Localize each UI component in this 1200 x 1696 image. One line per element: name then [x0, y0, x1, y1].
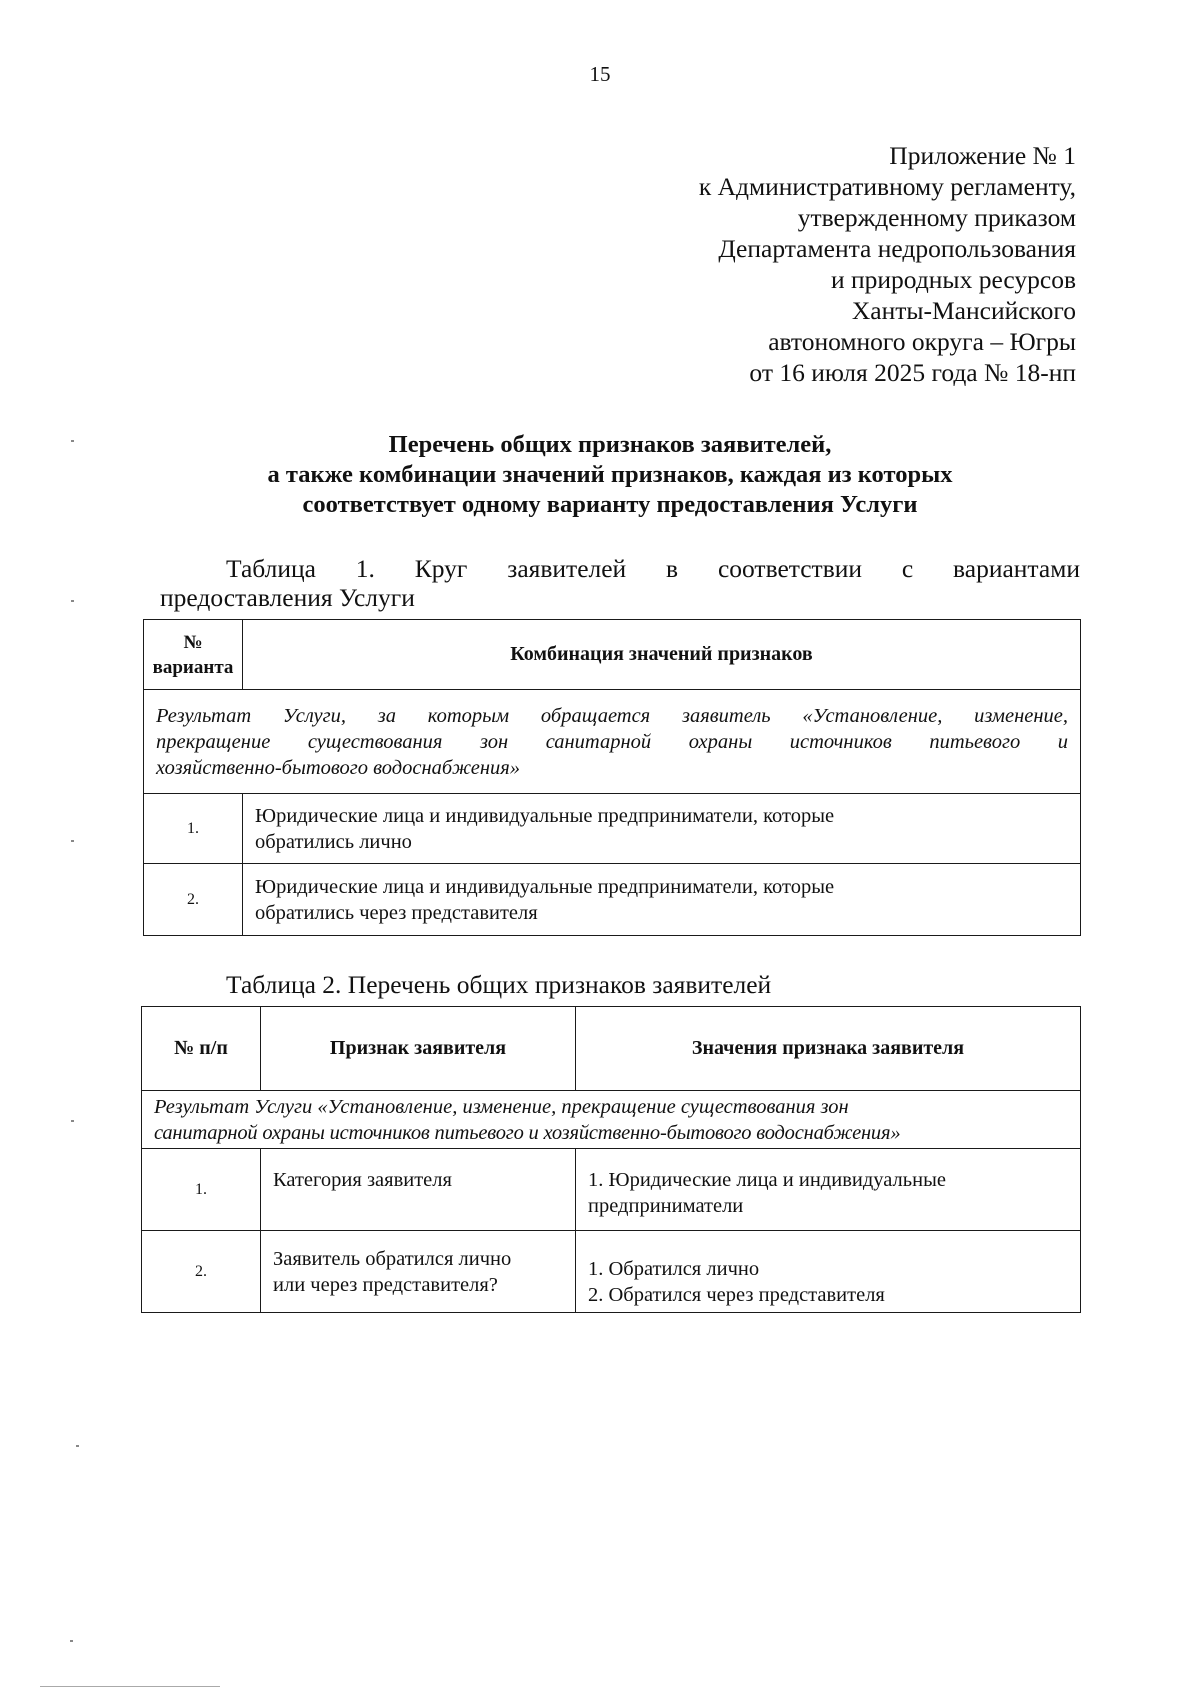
row-number: 2.: [142, 1231, 261, 1313]
appendix-line: Ханты-Мансийского: [851, 296, 1076, 325]
result-line: хозяйственно-бытового водоснабжения»: [156, 756, 521, 779]
header-variant-number: [144, 620, 243, 690]
scan-speck: [76, 1445, 79, 1447]
appendix-block: [699, 140, 1076, 388]
table2-caption: Таблица 2. Перечень общих признаков заявителей: [226, 970, 772, 999]
row-values: [576, 1231, 1081, 1313]
row-values: [576, 1149, 1081, 1231]
table-header-row: [142, 1007, 1081, 1091]
title-line: соответствует одному варианту предоставления Услуги: [302, 491, 918, 518]
scan-speck: [71, 440, 74, 442]
scan-edge-line: [40, 1686, 220, 1687]
scan-speck: [71, 600, 74, 602]
table-variants: [143, 619, 1081, 936]
header-num-line: №: [183, 631, 203, 653]
appendix-line: Департамента недропользования: [718, 234, 1076, 263]
cell-line: 2. Обратился через представителя: [588, 1284, 885, 1306]
result-cell: [142, 1091, 1081, 1149]
result-line: Результат Услуги, за которым обращается заявитель «Установление, изменение,: [156, 704, 1068, 727]
scan-speck: [70, 1640, 73, 1642]
header-values: Значения признака заявителя: [576, 1007, 1081, 1091]
cell-line: 1. Обратился лично: [588, 1258, 760, 1280]
document-title: [140, 430, 1080, 520]
header-combination: Комбинация значений признаков: [243, 620, 1081, 690]
header-number: № п/п: [142, 1007, 261, 1091]
title-line: Перечень общих признаков заявителей,: [388, 431, 832, 458]
result-line: прекращение существования зон санитарной охраны источников питьевого и: [156, 730, 1068, 753]
cell-line: или через представителя?: [273, 1273, 498, 1296]
scan-speck: [71, 840, 74, 842]
result-row: [144, 690, 1081, 794]
table1-caption-line1: Таблица 1. Круг заявителей в соответствии с вариантами: [226, 554, 1080, 583]
row-combination: [243, 864, 1081, 936]
row-number: 2.: [144, 864, 243, 936]
header-attribute: Признак заявителя: [261, 1007, 576, 1091]
cell-line: предприниматели: [588, 1195, 744, 1217]
result-row: [142, 1091, 1081, 1149]
result-line: Результат Услуги «Установление, изменение, прекращение существования зон: [154, 1095, 849, 1118]
table1-caption-line2: предоставления Услуги: [160, 583, 415, 612]
header-num-line: варианта: [152, 656, 234, 678]
row-attribute: [261, 1231, 576, 1313]
cell-line: Заявитель обратился лично: [273, 1247, 512, 1270]
appendix-line: Приложение № 1: [889, 141, 1076, 170]
table-row: [144, 794, 1081, 864]
table-row: [144, 864, 1081, 936]
table-row: [142, 1231, 1081, 1313]
cell-line: Категория заявителя: [273, 1169, 452, 1191]
cell-line: обратились через представителя: [255, 901, 538, 924]
table-header-row: [144, 620, 1081, 690]
table-row: [142, 1149, 1081, 1231]
cell-line: обратились лично: [255, 830, 412, 853]
row-number: 1.: [144, 794, 243, 864]
title-line: а также комбинации значений признаков, каждая из которых: [267, 461, 953, 488]
appendix-line: к Административному регламенту,: [698, 172, 1076, 201]
appendix-line: от 16 июля 2025 года № 18-нп: [749, 358, 1076, 387]
cell-line: 1. Юридические лица и индивидуальные: [588, 1169, 946, 1191]
row-number: 1.: [142, 1149, 261, 1231]
result-cell: [144, 690, 1081, 794]
appendix-line: утвержденному приказом: [797, 203, 1076, 232]
scan-speck: [71, 1120, 74, 1122]
appendix-line: и природных ресурсов: [830, 265, 1076, 294]
page-number: 15: [589, 62, 611, 86]
row-attribute: [261, 1149, 576, 1231]
appendix-line: автономного округа – Югры: [768, 327, 1076, 356]
result-line: санитарной охраны источников питьевого и хозяйственно-бытового водоснабжения»: [154, 1121, 901, 1144]
table-attributes: [141, 1006, 1081, 1313]
row-combination: [243, 794, 1081, 864]
cell-line: Юридические лица и индивидуальные предприниматели, которые: [255, 804, 835, 827]
cell-line: Юридические лица и индивидуальные предприниматели, которые: [255, 875, 835, 898]
table1-caption: [160, 554, 1080, 612]
